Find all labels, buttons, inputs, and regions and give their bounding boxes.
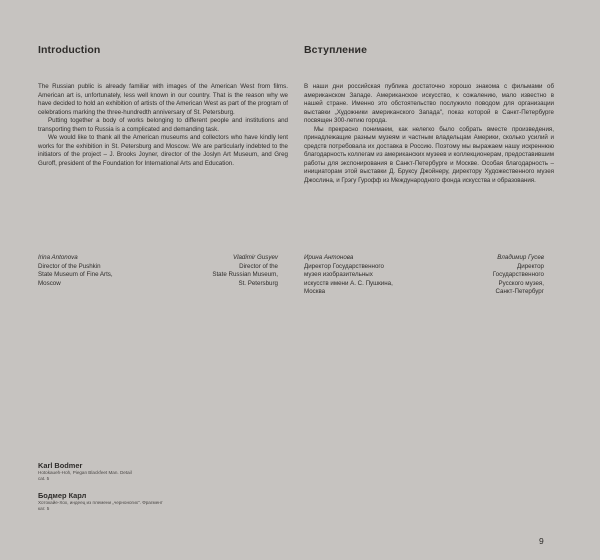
english-paragraph-3: We would like to thank all the American museums and collectors who have kindly lent works for the exhibition in St. Petersburg and Moscow. We are particularly indebted to the initiators of the project – J. Brooks Joyner, director of the Joslyn Art Museum, and Greg Guroff, president of the Foundation for International Arts and Education.	[38, 134, 288, 167]
russian-paragraph-2: Мы прекрасно понимаем, как нелегко было собрать вместе произведения, принадлежащие разным музеям и частным владельцам Америки, сколько усилий и средств потребовала их доставка в Россию. Поэтому мы выражаем нашу искреннюю благодарность коллегам из американских музеев и коллекционерам, предоставившим работы для экспонирования в Санкт-Петербурге и Москве. Особая благодарность – инициаторам этой выставки Д. Бруксу Джойнеру, директору Художественного музея Джослина, и Грэгу Гурофф из Международного фонда искусства и образования.	[304, 125, 554, 185]
signature-name: Vladimir Gusyev	[232, 254, 278, 261]
signature-line: St. Petersburg	[238, 279, 278, 287]
signature-line: Director of the	[239, 262, 278, 270]
signature-gusyev-en	[212, 254, 278, 288]
english-heading: Introduction	[38, 44, 101, 56]
signature-line: Москва	[304, 288, 326, 296]
caption-catalog-number: cat. 5	[38, 476, 50, 482]
russian-column	[304, 44, 554, 186]
english-column	[38, 44, 288, 168]
english-signatures	[38, 254, 278, 288]
caption-english	[38, 461, 238, 482]
signature-line: музея изобразительных	[304, 271, 373, 279]
russian-paragraph-1: В наши дни российская публика достаточно хорошо знакома с фильмами об американском Западе. Американское искусство, к сожалению, мало известно в нашей стране. Именно это обстоятельство послужило поводом для организации выставки „Художники американского Запада", показ которой в Санкт-Петербурге посвящен 300-летию города.	[304, 83, 554, 125]
caption-title: Karl Bodmer	[38, 461, 83, 470]
signature-line: State Museum of Fine Arts,	[38, 271, 113, 279]
signature-line: Государственного	[492, 271, 544, 279]
signature-line: искусств имени А. С. Пушкина,	[304, 279, 393, 287]
caption-russian	[38, 491, 238, 512]
caption-catalog-number: кат. 5	[38, 506, 50, 512]
signature-gusev-ru	[493, 254, 544, 297]
caption-description: Hotokaueh-Hoh, Piegan Blackfeet Man. Detail	[38, 470, 132, 475]
signature-line: Директор Государственного	[304, 262, 384, 270]
signature-name: Владимир Гусев	[497, 254, 544, 261]
signature-line: Санкт-Петербург	[495, 288, 544, 296]
signature-line: Director of the Pushkin	[38, 262, 101, 270]
signature-antonova-en	[38, 254, 113, 288]
signature-line: Русского музея,	[498, 279, 544, 287]
signature-antonova-ru	[304, 254, 393, 297]
caption-description: Хотокайе-Хох, индеец из племени „черноногих". Фрагмент	[38, 500, 163, 505]
signature-name: Irina Antonova	[38, 254, 78, 261]
page-number: 9	[539, 536, 544, 546]
english-paragraph-2: Putting together a body of works belonging to different people and institutions and transporting them to Russia is a complicated and demanding task.	[38, 117, 288, 133]
signature-line: State Russian Museum,	[212, 271, 278, 279]
signature-name: Ирина Антонова	[304, 254, 354, 261]
signature-line: Moscow	[38, 279, 61, 287]
caption-title: Бодмер Карл	[38, 491, 87, 500]
russian-heading: Вступление	[304, 44, 368, 56]
english-paragraph-1: The Russian public is already familiar with images of the American West from films. American art is, unfortunately, less well known in our country. That is the reason why we have decided to hold an exhibition of artists of the American West as part of the program of celebrations marking the three-hundredth anniversary of St. Petersburg.	[38, 83, 288, 116]
signature-line: Директор	[517, 262, 544, 270]
russian-signatures	[304, 254, 544, 297]
